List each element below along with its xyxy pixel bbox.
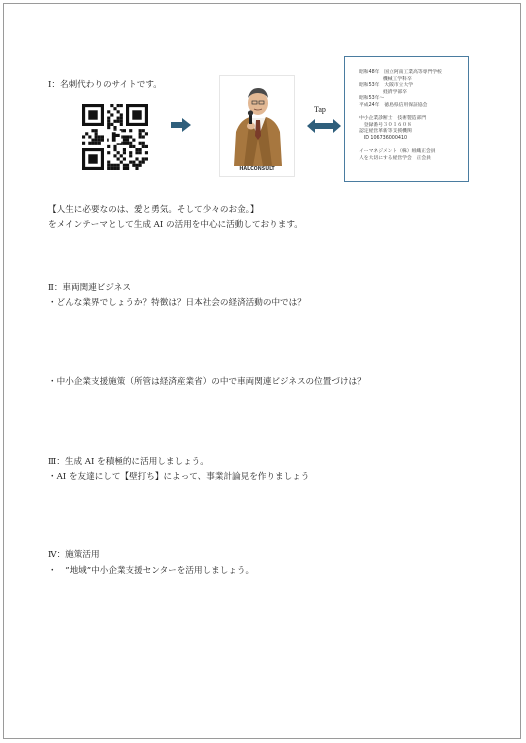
profile-business-card	[344, 56, 469, 182]
section3-bullet-1: ・AI を友達にして【壁打ち】によって、事業計論見を作りましょう	[48, 472, 310, 482]
profile-card-line: 人を大切にする経営学会 正会員	[359, 155, 431, 161]
section2-heading: Ⅱ：車両関連ビジネス	[48, 283, 131, 293]
profile-card-line: 昭和48年 国立阿南工業高等専門学校	[359, 70, 442, 75]
profile-card-line: 昭和53年 大阪市立大学	[359, 83, 414, 89]
profile-card-line: 登録番号３０１６０８	[359, 122, 412, 128]
section4-heading: Ⅳ：施策活用	[48, 550, 100, 560]
intro-line-2: をメインテーマとして生成 AI の活用を中心に活動しております。	[48, 220, 303, 230]
qr-code-image[interactable]	[82, 104, 148, 170]
section4-bullet-1: ・ ”地域”中小企業支援センターを活用しましょう。	[48, 566, 255, 576]
tap-label: Tap	[314, 105, 326, 114]
profile-card-line: 平成24年 徳島県信用保証協会	[359, 103, 428, 108]
profile-card-line: 機械工学科卒	[359, 76, 412, 82]
profile-card-line: ID 106736000410	[359, 136, 408, 141]
section1-heading: Ⅰ：名刺代わりのサイトです。	[48, 80, 162, 90]
arrow-right-icon	[170, 117, 192, 133]
intro-line-1: 【人生に必要なのは、愛と勇気。そして少々のお金。】	[48, 205, 259, 215]
person-portrait-illustration	[220, 76, 296, 166]
section2-bullet-2: ・中小企業支援施策（所管は経済産業省）の中で車両関連ビジネスの位置づけは？	[48, 377, 366, 387]
profile-card-line: 昭和53年～	[359, 96, 385, 102]
section2-bullet-1: ・どんな業界でしょうか？特徴は？日本社会の経済活動の中では？	[48, 298, 306, 308]
brand-label: HALCONSULT	[239, 167, 275, 172]
section3-heading: Ⅲ：生成 AI を積極的に活用しましょう。	[48, 457, 209, 467]
double-arrow-icon	[306, 118, 342, 134]
profile-card-line: 中小企業診断士 技術製造部門	[359, 116, 427, 122]
profile-card-line: 経済学部卒	[359, 89, 407, 95]
profile-card-line: イーマネジメント（株）組織正会員	[359, 149, 436, 155]
profile-photo	[219, 75, 295, 177]
profile-card-line: 認定経営革新等支援機関	[359, 129, 412, 135]
